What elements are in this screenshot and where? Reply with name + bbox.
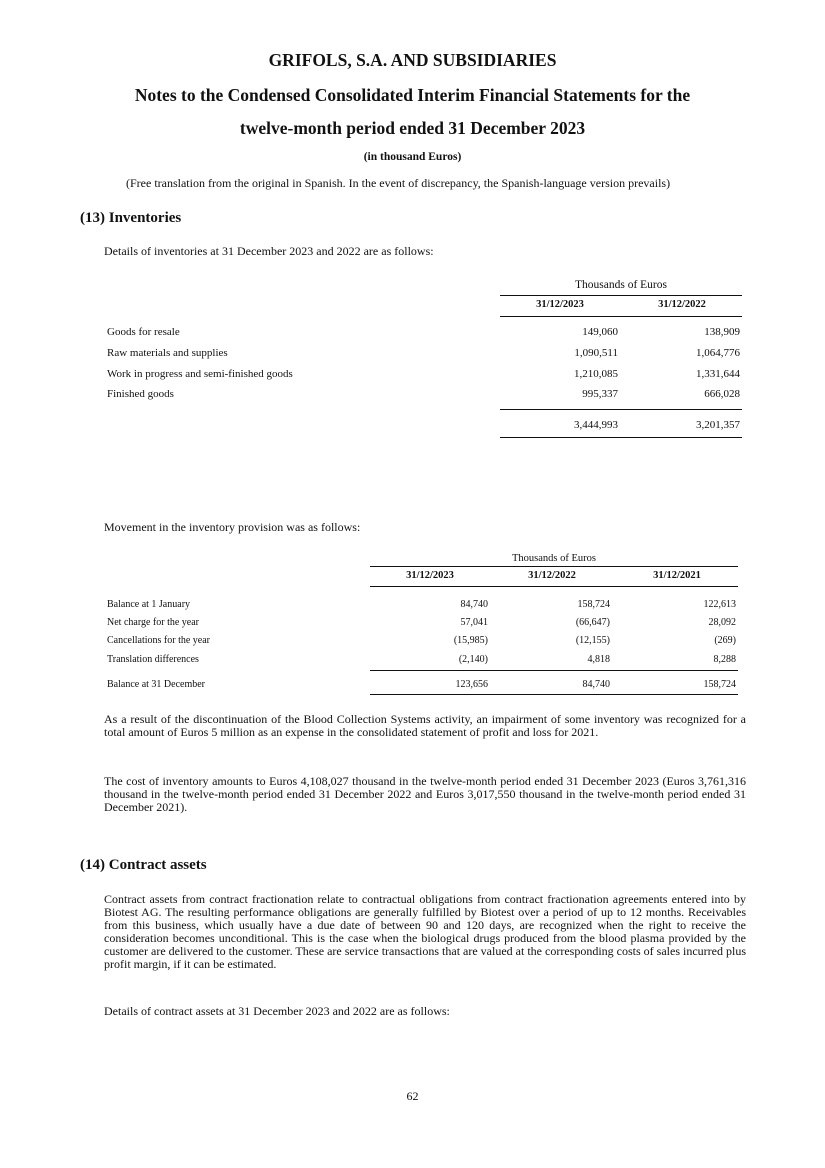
cell-2023: 149,060: [582, 326, 618, 338]
row-label: Raw materials and supplies: [107, 347, 228, 359]
cell-2021: 8,288: [713, 654, 736, 665]
column-header-2022: 31/12/2022: [528, 570, 576, 581]
page-title-line-2: twelve-month period ended 31 December 2023: [239, 118, 586, 138]
inventories-group-header: Thousands of Euros: [575, 279, 667, 291]
total-2023: 3,444,993: [574, 419, 618, 431]
page-number: 62: [406, 1089, 419, 1103]
cell-2021: 122,613: [703, 599, 736, 610]
row-label: Net charge for the year: [107, 617, 199, 628]
impairment-paragraph: As a result of the discontinuation of the Blood Collection Systems activity, an impairment of some inventory was recognized for a total amount of Euros 5 million as an expense in the consolidated statement of profit and loss for 2021.: [104, 712, 746, 739]
units-subtitle: (in thousand Euros): [363, 151, 462, 163]
contract-assets-intro: Details of contract assets at 31 December 2023 and 2022 are as follows:: [104, 1004, 450, 1018]
cell-2022: (12,155): [575, 635, 610, 646]
column-header-2023: 31/12/2023: [536, 299, 584, 310]
row-label: Cancellations for the year: [107, 635, 211, 646]
column-header-2023: 31/12/2023: [406, 570, 454, 581]
cell-2023: (15,985): [453, 635, 488, 646]
column-header-2022: 31/12/2022: [658, 299, 706, 310]
column-header-rule: [370, 586, 738, 587]
section-13-heading: (13) Inventories: [80, 210, 182, 226]
movement-intro: Movement in the inventory provision was as follows:: [104, 520, 361, 534]
inventories-intro: Details of inventories at 31 December 2023 and 2022 are as follows:: [104, 244, 434, 258]
row-label: Work in progress and semi-finished goods: [107, 368, 293, 380]
row-label: Translation differences: [107, 654, 199, 665]
column-header-rule: [500, 316, 742, 317]
page-title-line-1: Notes to the Condensed Consolidated Interim Financial Statements for the: [134, 85, 691, 105]
subtotal-rule: [500, 409, 742, 410]
cell-2022: (66,647): [575, 617, 610, 628]
cell-2023: (2,140): [458, 654, 488, 665]
cell-2023: 57,041: [460, 617, 488, 628]
cell-2022: 84,740: [582, 679, 610, 690]
cell-2022: 4,818: [587, 654, 610, 665]
row-label: Finished goods: [107, 388, 174, 400]
row-label: Balance at 1 January: [107, 599, 191, 610]
section-14-heading: (14) Contract assets: [80, 857, 207, 873]
row-label: Balance at 31 December: [107, 679, 206, 690]
translation-note: (Free translation from the original in Spanish. In the event of discrepancy, the Spanish-language version prevails): [126, 176, 671, 190]
cell-2022: 1,064,776: [696, 347, 740, 359]
column-header-2021: 31/12/2021: [653, 570, 701, 581]
cell-2023: 84,740: [460, 599, 488, 610]
cell-2023: 1,210,085: [574, 368, 618, 380]
row-label: Goods for resale: [107, 326, 180, 338]
cell-2022: 1,331,644: [696, 368, 740, 380]
total-2022: 3,201,357: [696, 419, 740, 431]
inventory-cost-paragraph: The cost of inventory amounts to Euros 4,108,027 thousand in the twelve-month period ended 31 December 2023 (Euros 3,761,316 thousand in the twelve-month period ended 31 December 2022 and Euros 3,017,550 thousand in the twelve-month period ended 31 December 2021).: [104, 774, 746, 814]
cell-2023: 995,337: [582, 388, 618, 400]
cell-2022: 666,028: [704, 388, 740, 400]
cell-2021: (269): [714, 635, 736, 646]
cell-2023: 1,090,511: [574, 347, 618, 359]
total-rule: [370, 694, 738, 695]
cell-2022: 158,724: [577, 599, 610, 610]
company-name: GRIFOLS, S.A. AND SUBSIDIARIES: [268, 50, 557, 70]
cell-2021: 158,724: [703, 679, 736, 690]
cell-2021: 28,092: [708, 617, 736, 628]
subtotal-rule: [370, 670, 738, 671]
group-header-rule: [370, 566, 738, 567]
cell-2022: 138,909: [704, 326, 740, 338]
contract-assets-paragraph: Contract assets from contract fractionation relate to contractual obligations from contract fractionation agreements entered into by Biotest AG. The resulting performance obligations are generally fulfilled by Biotest over a period of up to 12 months. Receivables from this business, which usually have a due date of between 90 and 120 days, are recognized when the right to receive the consideration becomes unconditional. This is the case when the biological drugs produced from the blood plasma provided by the customer are delivered to the customer. These are service transactions that are valued at the corresponding costs of sales incurred plus profit margin, if it can be estimated.: [104, 892, 746, 971]
provision-group-header: Thousands of Euros: [512, 553, 596, 564]
group-header-rule: [500, 295, 742, 296]
cell-2023: 123,656: [455, 679, 488, 690]
total-rule: [500, 437, 742, 438]
